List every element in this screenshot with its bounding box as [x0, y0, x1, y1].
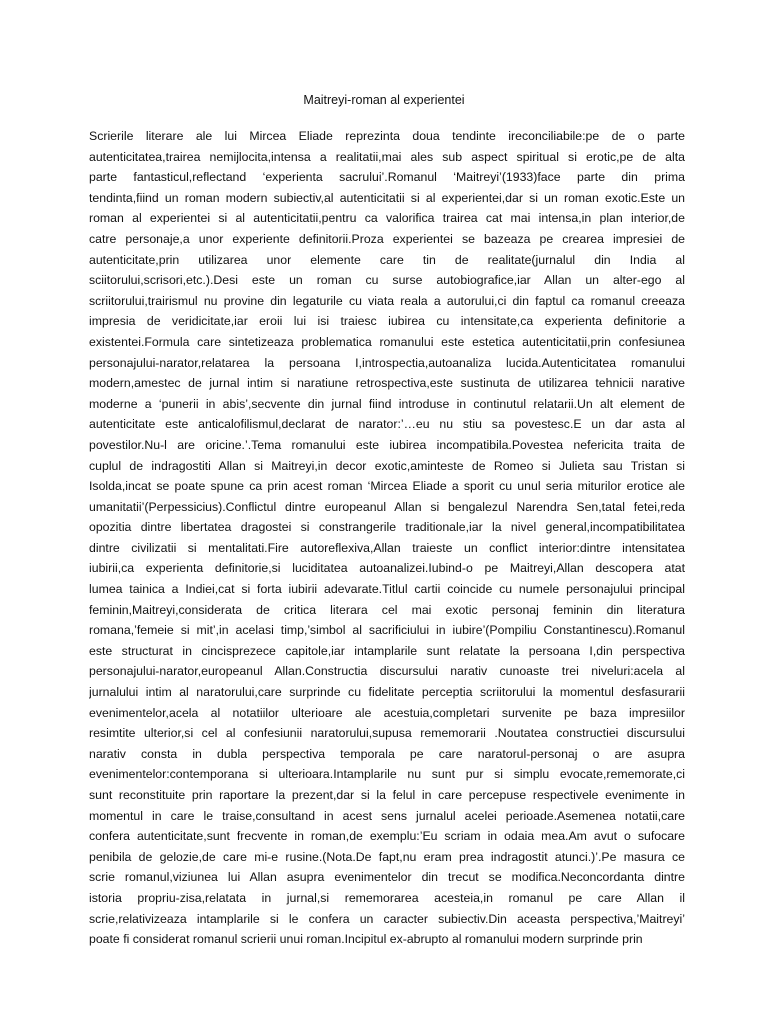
text-line: evenimentelor:contemporana si ulterioara.Intamplarile nu sunt pur si simplu evocate,rememorate,ci — [89, 767, 685, 782]
text-line: autenticitate,prin utilizarea unor elemente care tin de realitate(jurnalul din India al — [89, 252, 685, 267]
text-line: iubirii,ca experienta definitorie,si luciditatea autoanalizei.Iubind-o pe Maitreyi,Allan descopera atat — [89, 561, 685, 576]
text-line: parte fantasticul,reflectand ‘experienta sacrului’.Romanul ‘Maitreyi’(1933)face parte din prima — [89, 170, 685, 185]
text-line: moderne a ‘punerii in abis’,secvente din jurnal fiind introduse in continutul relatarii.Un alt element de — [89, 396, 685, 411]
text-line: evenimentelor,acela al notatiilor ulterioare ale acestuia,completari survenite pe baza impresiilor — [89, 705, 685, 720]
text-line: impresia de veridicitate,iar eroii lui isi traiesc iubirea cu intensitate,ca experienta definitorie a — [89, 314, 685, 329]
text-line: Isolda,incat se poate spune ca prin acest roman ‘Mircea Eliade a sporit cu unul seria miturilor erotice ale — [89, 479, 685, 494]
text-line: umanitatii’(Perpessicius).Conflictul dintre europeanul Allan si bengalezul Narendra Sen,tatal fetei,reda — [89, 499, 685, 514]
document-title: Maitreyi-roman al experientei — [303, 93, 465, 107]
text-line: confera autenticitate,sunt frecvente in roman,de exemplu:’Eu scriam in odaia mea.Am avut o sufocare — [89, 829, 685, 844]
text-line: personajului-narator,relatarea la persoana I,introspectia,autoanaliza lucida.Autenticitatea romanului — [89, 355, 685, 370]
text-line: lumea tainica a Indiei,cat si forta iubirii adevarate.Titlul cartii coincide cu numele personajului principal — [89, 582, 685, 597]
text-line: dintre civilizatii si mentalitati.Fire autoreflexiva,Allan traieste un conflict interior:dintre intensitatea — [89, 540, 685, 555]
text-line: poate fi considerat romanul scrierii unui roman.Incipitul ex-abrupto al romanului modern surprinde prin — [89, 932, 643, 947]
text-line: feminin,Maitreyi,considerata de critica literara cel mai exotic personaj feminin din literatura — [89, 602, 685, 617]
text-line: este structurat in cincisprezece capitole,iar intamplarile sunt relatate la persoana I,din perspectiva — [89, 643, 685, 658]
text-line: autenticitatea,trairea nemijlocita,intensa a realitatii,mai ales sub aspect spiritual si erotic,pe de alta — [89, 149, 685, 164]
text-line: penibila de gelozie,de care mi-e rusine.(Nota.De fapt,nu eram prea indragostit atunci.)’.Pe masura ce — [89, 849, 685, 864]
text-line: catre personaje,a unor experiente definitorii.Proza experientei se bazeaza pe crearea impresiei de — [89, 231, 685, 246]
text-line: narativ consta in dubla perspectiva temporala pe care naratorul-personaj o are asupra — [89, 746, 685, 761]
text-line: scrie romanul,viziunea lui Allan asupra evenimentelor din trecut se modifica.Neconcordanta dintre — [89, 870, 685, 885]
text-line: romana,’femeie si mit’,in acelasi timp,’simbol al sacrificiului in iubire’(Pompiliu Constantinescu).Romanul — [89, 623, 685, 638]
text-line: jurnalului intim al naratorului,care surprinde cu fidelitate perceptia scriitorului la momentul desfasurarii — [89, 685, 685, 700]
text-line: existentei.Formula care sintetizeaza problematica romanului este estetica autenticitatii,prin confesiunea — [89, 334, 685, 349]
text-line: opozitia dintre libertatea dragostei si constrangerile traditionale,iar la nivel general,incompatibilitatea — [89, 520, 685, 535]
text-line: povestilor.Nu-l are oricine.’.Tema romanului este iubirea incompatibila.Povestea nefericita traita de — [89, 437, 685, 452]
text-line: sunt reconstituite prin raportare la prezent,dar si la felul in care percepuse respectivele evenimente in — [89, 788, 685, 802]
text-line: scriitorului,trairismul nu provine din legaturile cu viata reala a autorului,ci din faptul ca romanul creeaza — [89, 293, 685, 308]
text-line: cuplul de indragostiti Allan si Maitreyi,in decor exotic,aminteste de Romeo si Julieta sau Tristan si — [89, 458, 685, 473]
text-line: scrie,relativizeaza intamplarile si le confera un caracter subiectiv.Din aceasta perspectiva,’Maitreyi’ — [89, 911, 685, 926]
text-line: autenticitate este anticalofilismul,declarat de narator:’…eu nu stiu sa povestesc.E un dar asta al — [89, 417, 685, 432]
text-line: Scrierile literare ale lui Mircea Eliade reprezinta doua tendinte ireconciliabile:pe de o parte — [89, 129, 685, 143]
text-line: momentul in care le traise,consultand in acest sens jurnalul acelei perioade.Asemenea notatii,care — [89, 808, 685, 823]
text-line: personajului-narator,europeanul Allan.Constructia discursului narativ cunoaste trei niveluri:acela al — [89, 664, 685, 679]
text-line: sciitorului,scrisori,etc.).Desi este un roman cu surse autobiografice,iar Allan un alter-ego al — [89, 273, 685, 288]
text-line: istoria propriu-zisa,relatata in jurnal,si rememorarea acesteia,in romanul pe care Allan il — [89, 890, 685, 905]
document-body — [89, 126, 685, 950]
text-line: tendinta,fiind un roman modern subiectiv,al autenticitatii si al experientei,dar si un roman exotic.Este un — [89, 190, 685, 205]
text-line: resimtite ulterior,si cel al confesiunii naratorului,supusa rememorarii .Noutatea constructiei discursului — [89, 726, 685, 741]
text-line: roman al experientei si al autenticitatii,pentru ca valorifica trairea cat mai intensa,in plan interior,de — [89, 211, 685, 226]
text-line: modern,amestec de jurnal intim si naratiune retrospectiva,este sustinuta de utilizarea tehnicii narative — [89, 376, 685, 391]
